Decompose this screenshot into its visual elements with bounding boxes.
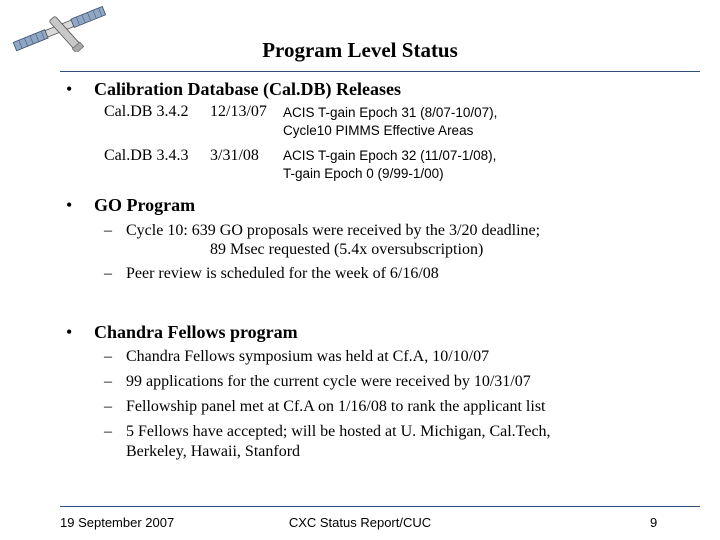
dash-marker: – xyxy=(104,373,112,390)
go-program-heading: GO Program xyxy=(94,195,196,215)
fellows-item-text-line1: 99 applications for the current cycle were received by 10/31/07 xyxy=(126,373,531,390)
footer-divider xyxy=(60,506,700,507)
dash-marker: – xyxy=(104,265,112,282)
dash-marker: – xyxy=(104,348,112,365)
go-item-text-line1: Peer review is scheduled for the week of 6/16/08 xyxy=(126,265,439,282)
page-title: Program Level Status xyxy=(262,38,458,62)
page-number: 9 xyxy=(650,515,658,530)
bullet-marker: • xyxy=(66,79,73,99)
caldb-release-notes-line2: Cycle10 PIMMS Effective Areas xyxy=(283,123,474,138)
fellows-item-text-line1: Chandra Fellows symposium was held at Cf.A, 10/10/07 xyxy=(126,348,490,365)
caldb-release-notes-line1: ACIS T-gain Epoch 31 (8/07-10/07), xyxy=(283,105,498,120)
caldb-release-date: 3/31/08 xyxy=(210,147,259,164)
bullet-marker: • xyxy=(66,322,73,342)
go-item-text-line1: Cycle 10: 639 GO proposals were received by the 3/20 deadline; xyxy=(126,222,541,239)
footer-date: 19 September 2007 xyxy=(60,515,175,530)
dash-marker: – xyxy=(104,423,112,440)
dash-marker: – xyxy=(104,398,112,415)
fellows-item-text-line1: Fellowship panel met at Cf.A on 1/16/08 to rank the applicant list xyxy=(126,398,546,415)
caldb-release-notes-line1: ACIS T-gain Epoch 32 (11/07-1/08), xyxy=(283,148,497,163)
caldb-release-date: 12/13/07 xyxy=(210,103,267,120)
dash-marker: – xyxy=(104,222,112,239)
go-item-text-line2: 89 Msec requested (5.4x oversubscription) xyxy=(210,241,484,258)
caldb-heading: Calibration Database (Cal.DB) Releases xyxy=(94,79,401,99)
fellows-item-text-line2: Berkeley, Hawaii, Stanford xyxy=(126,443,301,460)
caldb-release-version: Cal.DB 3.4.2 xyxy=(104,103,189,120)
bullet-marker: • xyxy=(66,195,73,215)
title-divider xyxy=(60,71,700,72)
fellows-heading: Chandra Fellows program xyxy=(94,322,298,342)
caldb-release-version: Cal.DB 3.4.3 xyxy=(104,147,189,164)
caldb-release-notes-line2: T-gain Epoch 0 (9/99-1/00) xyxy=(283,166,444,181)
fellows-item-text-line1: 5 Fellows have accepted; will be hosted at U. Michigan, Cal.Tech, xyxy=(126,423,551,440)
footer-report-title: CXC Status Report/CUC xyxy=(288,515,432,530)
